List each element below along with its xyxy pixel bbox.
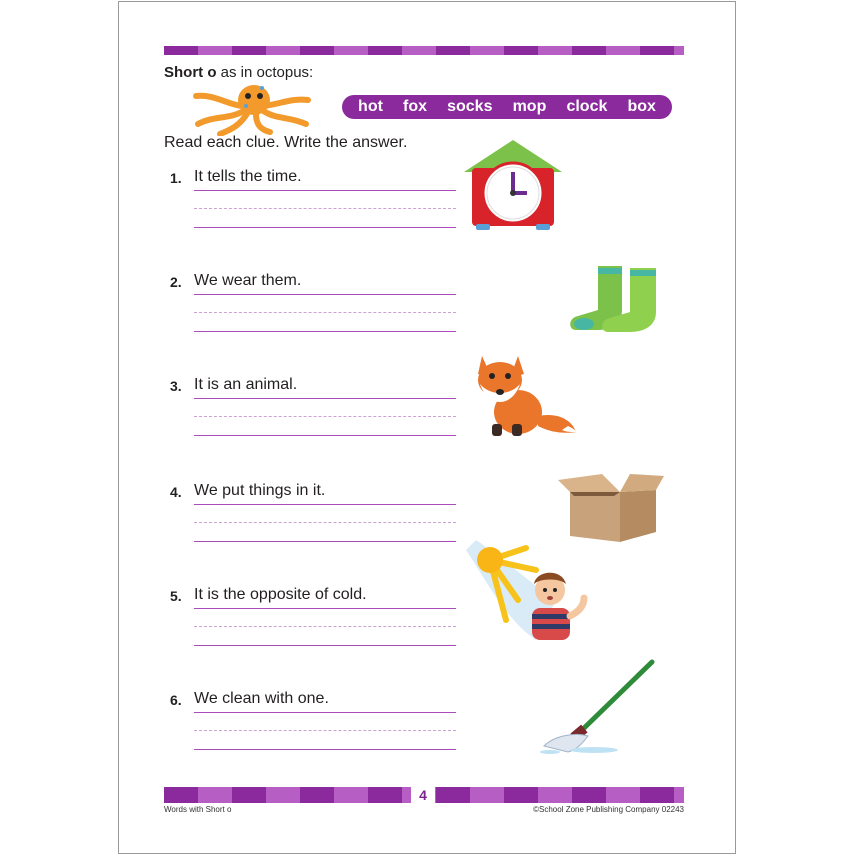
answer-line-top[interactable] [194, 712, 456, 713]
word-bank-item: clock [566, 98, 608, 115]
octopus-icon [190, 80, 315, 136]
word-bank-item: hot [358, 98, 383, 115]
clue-text: It is an animal. [194, 376, 298, 393]
answer-line-bottom [194, 227, 456, 228]
header-line [164, 64, 313, 81]
clue-text: We clean with one. [194, 690, 329, 707]
clue-text: It tells the time. [194, 168, 302, 185]
answer-line-bottom [194, 749, 456, 750]
word-bank-item: box [627, 98, 656, 115]
page-number: 4 [411, 786, 435, 804]
word-bank-item: fox [403, 98, 428, 115]
clue-number: 2. [170, 274, 182, 290]
answer-line-bottom [194, 435, 456, 436]
clue-number: 1. [170, 170, 182, 186]
clue-number: 3. [170, 378, 182, 394]
box-icon [556, 470, 666, 544]
answer-line-bottom [194, 645, 456, 646]
clue-text: We wear them. [194, 272, 302, 289]
clue-number: 5. [170, 588, 182, 604]
answer-line-mid [194, 208, 456, 209]
footer-title: Words with Short o [164, 805, 232, 814]
answer-line-top[interactable] [194, 294, 456, 295]
clue-text: It is the opposite of cold. [194, 586, 367, 603]
clue-number: 4. [170, 484, 182, 500]
word-bank-item: socks [447, 98, 493, 115]
clock-icon [462, 138, 564, 232]
clue-number: 6. [170, 692, 182, 708]
socks-icon [566, 262, 662, 334]
top-stripe [164, 46, 684, 55]
mop-icon [534, 656, 660, 756]
answer-line-mid [194, 626, 456, 627]
answer-line-top[interactable] [194, 504, 456, 505]
footer-copyright: ©School Zone Publishing Company 02243 [533, 805, 684, 814]
answer-line-bottom [194, 541, 456, 542]
answer-line-mid [194, 522, 456, 523]
fox-icon [468, 346, 580, 438]
clue-text: We put things in it. [194, 482, 326, 499]
header-rest: as in octopus: [216, 64, 314, 81]
answer-line-top[interactable] [194, 398, 456, 399]
instructions: Read each clue. Write the answer. [164, 134, 408, 151]
answer-line-mid [194, 312, 456, 313]
answer-line-top[interactable] [194, 190, 456, 191]
word-bank-item: mop [512, 98, 547, 115]
answer-line-top[interactable] [194, 608, 456, 609]
header-bold: Short o [164, 64, 217, 81]
answer-line-mid [194, 416, 456, 417]
answer-line-bottom [194, 331, 456, 332]
word-bank [342, 95, 672, 119]
hot-sun-boy-icon [466, 540, 594, 650]
answer-line-mid [194, 730, 456, 731]
